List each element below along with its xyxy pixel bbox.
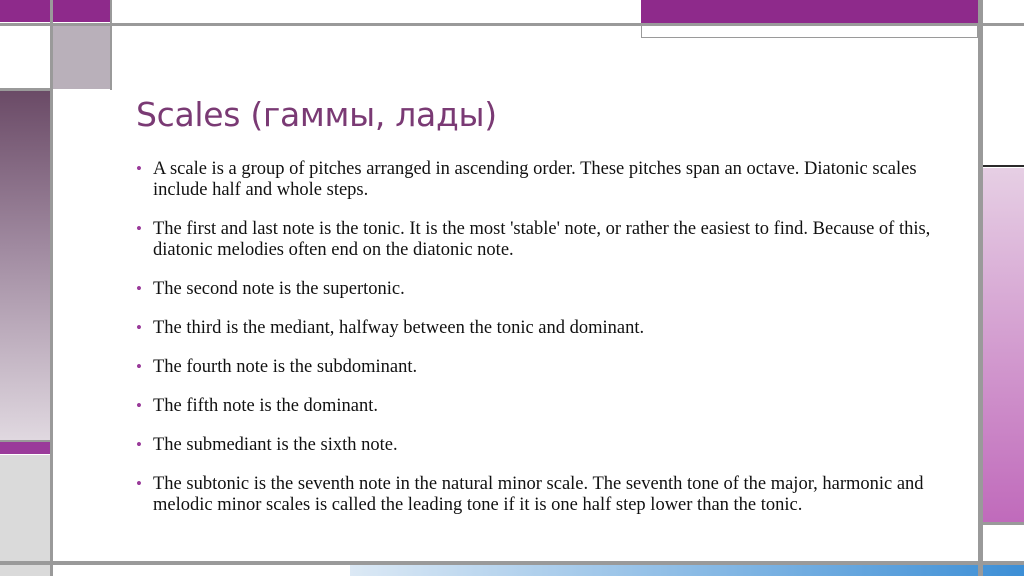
left-purple-stripe (0, 442, 50, 454)
frame-line-top (0, 23, 1024, 26)
left-gray-block (0, 455, 50, 576)
top-left-purple-block (0, 0, 110, 22)
bullet-item: • The fourth note is the subdominant. (136, 357, 936, 378)
left-mauve-square (53, 25, 110, 89)
bottom-blue-bar (350, 565, 1024, 576)
bullet-item: • The third is the mediant, halfway between the tonic and dominant. (136, 318, 936, 339)
bullet-item: • A scale is a group of pitches arranged in ascending order. These pitches span an octave. Diatonic scales include half and whole steps. (136, 159, 936, 201)
bullet-item: • The fifth note is the dominant. (136, 396, 936, 417)
frame-line-bottom (0, 561, 1024, 565)
frame-line-left-inner (110, 0, 112, 90)
right-pink-column (983, 168, 1024, 523)
top-right-purple-bar (641, 0, 978, 23)
frame-line-right (978, 0, 983, 576)
slide-title: Scales (гаммы, лады) (136, 95, 497, 134)
frame-line-left-mid (0, 88, 53, 91)
bullet-item: • The second note is the supertonic. (136, 279, 936, 300)
right-dark-line (983, 165, 1024, 167)
frame-line-right-mid (983, 522, 1024, 525)
bullet-item: • The subtonic is the seventh note in the natural minor scale. The seventh tone of the major, harmonic and melodic minor scales is called the leading tone if it is one half step lower than the tonic. (136, 474, 936, 516)
bullet-item: • The first and last note is the tonic. It is the most 'stable' note, or rather the easiest to find. Because of this, diatonic melodies often end on the diatonic note. (136, 219, 936, 261)
bullet-item: • The submediant is the sixth note. (136, 435, 936, 456)
bullet-list (136, 159, 936, 516)
frame-line-left (50, 0, 53, 576)
frame-line-left-low (0, 440, 53, 442)
left-gradient-column (0, 90, 50, 440)
